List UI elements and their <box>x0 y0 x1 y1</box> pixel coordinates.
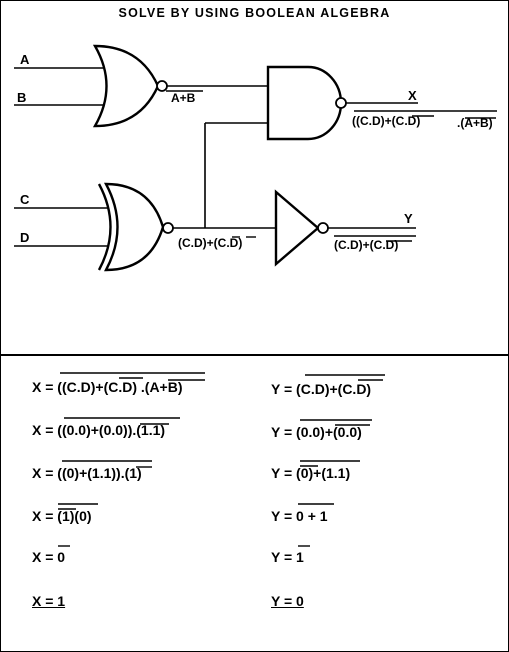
input-d-label: D <box>20 230 30 245</box>
x-step-5: X = 0 <box>32 549 66 565</box>
nor-gate <box>95 46 158 126</box>
input-a-label: A <box>20 52 30 67</box>
x-step-2: X = ((0.0)+(0.0)).(1.1) <box>32 422 166 438</box>
y-result: Y = 0 <box>271 593 304 609</box>
output-y-label: Y <box>404 211 413 226</box>
y-step-4: Y = 0 + 1 <box>271 508 328 524</box>
not-gate <box>276 192 318 264</box>
input-b-label: B <box>17 90 27 105</box>
and-gate <box>268 67 341 139</box>
y-step-3: Y = (0)+(1.1) <box>271 465 351 481</box>
x-step-4: X = (1)(0) <box>32 508 92 524</box>
x-result: X = 1 <box>32 593 66 609</box>
x-step-1: X = ((C.D)+(C.D) .(A+B) <box>32 379 183 395</box>
or-output-label: A+B <box>171 91 196 105</box>
input-c-label: C <box>20 192 30 207</box>
derivation-overbars <box>0 354 509 652</box>
y-step-5: Y = 1 <box>271 549 304 565</box>
output-x-label: X <box>408 88 417 103</box>
xnor-bubble <box>163 223 173 233</box>
not-bubble <box>318 223 328 233</box>
xnor-extra-curve <box>99 184 111 270</box>
xnor-gate <box>106 184 163 270</box>
y-step-2: Y = (0.0)+(0.0) <box>271 424 362 440</box>
x-expression-part2: .(A+B) <box>457 116 493 130</box>
nand-bubble <box>336 98 346 108</box>
xnor-output-label: (C.D)+(C.D) <box>178 236 243 250</box>
diagram-title: SOLVE BY USING BOOLEAN ALGEBRA <box>118 6 391 20</box>
nor-bubble <box>157 81 167 91</box>
y-step-1: Y = (C.D)+(C.D) <box>271 381 372 397</box>
x-step-3: X = ((0)+(1.1)).(1) <box>32 465 142 481</box>
y-expression: (C.D)+(C.D) <box>334 238 399 252</box>
x-expression-part1: ((C.D)+(C.D) <box>352 114 421 128</box>
